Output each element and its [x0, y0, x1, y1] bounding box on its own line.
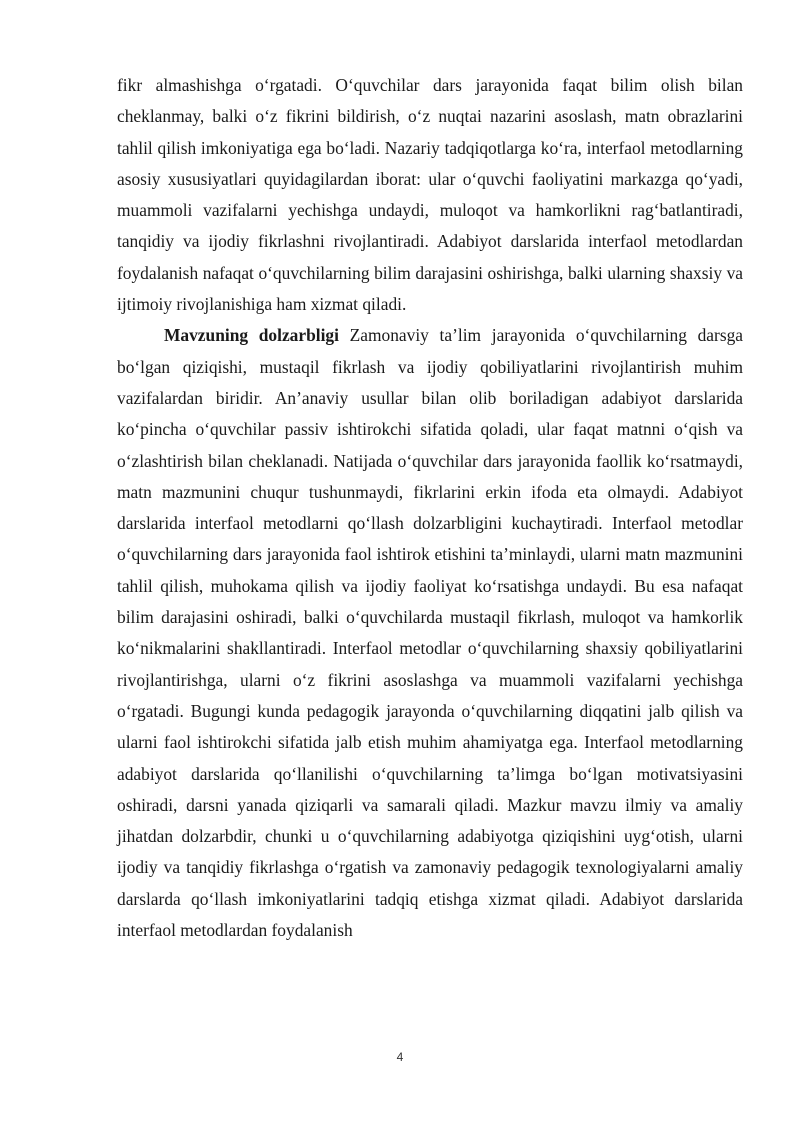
body-text	[117, 70, 743, 946]
section-paragraph	[117, 320, 743, 946]
paragraph-continuation: fikr almashishga o‘rgatadi. O‘quvchilar dars jarayonida faqat bilim olish bilan cheklanmay, balki o‘z fikrini bildirish, o‘z nuqtai nazarini asoslash, matn obrazlarini tahlil qilish imkoniyatiga ega bo‘ladi. Nazariy tadqiqotlarga ko‘ra, interfaol metodlarning asosiy xususiyatlari quyidagilardan iborat: ular o‘quvchi faoliyatini markazga qo‘yadi, muammoli vazifalarni yechishga undaydi, muloqot va hamkorlikni rag‘batlantiradi, tanqidiy va ijodiy fikrlashni rivojlantiradi. Adabiyot darslarida interfaol metodlardan foydalanish nafaqat o‘quvchilarning bilim darajasini oshirishga, balki ularning shaxsiy va ijtimoiy rivojlanishiga ham xizmat qiladi.	[117, 75, 743, 315]
section-heading: Mavzuning dolzarbligi	[164, 325, 339, 346]
section-body: Zamonaviy ta’lim jarayonida o‘quvchilarning darsga bo‘lgan qiziqishi, mustaqil fikrlash va ijodiy qobiliyatlarini rivojlantirish muhim vazifalardan biridir. An’anaviy usullar bilan olib boriladigan adabiyot darslarida ko‘pincha o‘quvchilar passiv ishtirokchi sifatida qoladi, ular faqat matnni o‘qish va o‘zlashtirish bilan cheklanadi. Natijada o‘quvchilar dars jarayonida faollik ko‘rsatmaydi, matn mazmunini chuqur tushunmaydi, fikrlarini erkin ifoda eta olmaydi. Adabiyot darslarida interfaol metodlarni qo‘llash dolzarbligini kuchaytiradi. Interfaol metodlar o‘quvchilarning dars jarayonida faol ishtirok etishini ta’minlaydi, ularni matn mazmunini tahlil qilish, muhokama qilish va ijodiy faoliyat ko‘rsatishga undaydi. Bu esa nafaqat bilim darajasini oshiradi, balki o‘quvchilarda mustaqil fikrlash, muloqot va hamkorlik ko‘nikmalarini shakllantiradi. Interfaol metodlar o‘quvchilarning shaxsiy qobiliyatlarini rivojlantirishga, ularni o‘z fikrini asoslashga va muammoli vazifalarni yechishga o‘rgatadi. Bugungi kunda pedagogik jarayonda o‘quvchilarning diqqatini jalb qilish va ularni faol ishtirokchi sifatida jalb etish muhim ahamiyatga ega. Interfaol metodlarning adabiyot darslarida qo‘llanilishi o‘quvchilarning ta’limga bo‘lgan motivatsiyasini oshiradi, darsni yanada qiziqarli va samarali qiladi. Mazkur mavzu ilmiy va amaliy jihatdan dolzarbdir, chunki u o‘quvchilarning adabiyotga qiziqishini uyg‘otish, ularni ijodiy va tanqidiy fikrlashga o‘rgatish va zamonaviy pedagogik texnologiyalarni amaliy darslarda qo‘llash imkoniyatlarini tadqiq etishga xizmat qiladi. Adabiyot darslarida interfaol metodlardan foydalanish	[117, 325, 743, 941]
page-number: 4	[396, 1050, 404, 1064]
